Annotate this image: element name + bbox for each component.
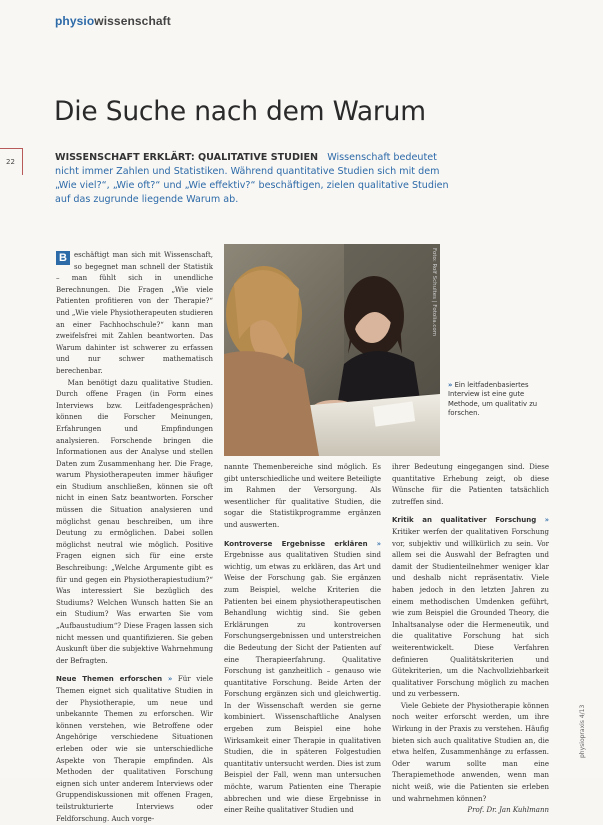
- lead-kicker: WISSENSCHAFT ERKLÄRT: QUALITATIVE STUDIEN: [55, 152, 319, 163]
- paragraph: [224, 462, 381, 532]
- subheading: Kritik an qualitativer Forschung: [392, 516, 537, 525]
- paragraph: [392, 514, 549, 701]
- paragraph: [56, 673, 213, 825]
- paragraph: [224, 538, 381, 817]
- section-header-physio: physio: [55, 14, 95, 28]
- paragraph-text: Ergebnisse aus qualitativen Studien sind wichtig, um etwas zu erklären, das Art und Weise der Forschung gab. Sie ergänzen zum Beispiel, welche Kriterien die Patienten bei einem physiotherapeutischen Behandlung wichtig sind. Sie geben Erklärungen zu kontroversen Forschungsergebnissen und unterstreichen die Bedeutung der Sicht der Patienten auf eine Therapieerfahrung. Qualitative Forschung ist ganzheitlich – genauso wie quantitative Forschung. Beide Arten der Forschung ergänzen sich und gleichwertig. In der Wissenschaft werden sie gerne kombiniert. Wissenschaftliche Analysen ergeben zum Beispiel eine hohe Wirksamkeit einer Therapie in qualitativen Studien, die in späteren Folgestudien quantitativ untersucht werden. Dies ist zum Beispiel der Fall, wenn man untersuchen möchte, warum Patienten eine Therapie abbrechen und wie diese Ergebnisse in einer Reihe qualitativer Studien und: [224, 551, 381, 815]
- drop-cap: B: [56, 251, 70, 265]
- paragraph-text: Man benötigt dazu qualitative Studien. Durch offene Fragen (in Form eines Interviews bzw. Leitfadengesprächen) können die Forscher Meinungen, Erfahrungen und Empfindungen analysieren. Forschende bringen die Informationen aus der Analyse und stellen Daten zum Zusammenhang her. Die Frage, warum Physiotherapeuten immer häufiger ein Studium anschließen, können sie oft nicht in einen Satz beantworten. Forscher müssen die Situation analysieren und möglichst genau beschreiben, um ihre Deutung zu ermöglichen. Dabei sollen möglichst neutral wie möglich. Positive Fragen eignen sich für eine erste Beschreibung: „Welche Argumente gibt es für und gegen ein Physiotherapiestudium?“ Was interessiert Sie bezüglich des Studiums? Welchen Wunsch hatten Sie an ein Studium? Was erwarten Sie vom „Aufbaustudium“? Diese Fragen lassen sich nicht messen und quantifizieren. Sie geben Auskunft über die subjektive Wahrnehmung der Befragten.: [56, 378, 213, 665]
- page-number: 22: [6, 158, 15, 166]
- author-signoff: Prof. Dr. Jan Kuhlmann: [467, 806, 549, 815]
- text-column-1: [56, 250, 213, 823]
- text-column-3: [392, 462, 549, 815]
- lead-text: Wissenschaft bedeutet nicht immer Zahlen und Statistiken. Während quantitative Studien sich mit dem „Wie viel?“, „Wie oft?“ und „Wie effektiv?“ beschäftigen, zielen qualitative Studien auf das zugrunde liegende Warum ab.: [55, 152, 449, 205]
- paragraph: [56, 250, 213, 378]
- section-header: [55, 14, 171, 28]
- caption-text: Ein leitfadenbasiertes Interview ist eine gute Methode, um qualitativ zu forschen.: [448, 381, 538, 418]
- caption-marker: »: [448, 381, 453, 389]
- paragraph-text: Viele Gebiete der Physiotherapie können noch weiter erforscht werden, um ihre Wirkung in der Praxis zu verstehen. Häufig bieten sich auch qualitative Studien an, die etwa helfen, Zusammenhänge zu erfassen. Oder warum sollte man eine Therapiemethode anwenden, wenn man nicht weiß, wie die Patienten sie erleben und wahrnehmen können?: [392, 701, 549, 803]
- photo-credit: Foto: Rolf Schultes | Fotolia.com: [431, 248, 437, 337]
- paragraph-text: ihrer Bedeutung eingegangen sind. Diese quantitative Erhebung zeigt, ob diese Wünsche für die Patienten tatsächlich zutreffen sind.: [392, 463, 549, 506]
- subheading-marker: »: [544, 515, 549, 525]
- article-title: Die Suche nach dem Warum: [54, 96, 426, 127]
- page-number-tab: [0, 148, 23, 175]
- footer-issue: physiopraxis 4/13: [579, 704, 586, 758]
- paragraph-text: Für viele Themen eignet sich qualitative Studien in der Physiotherapie, um neue und unbekannte Themen zu erforschen. Wir können verstehen, wie Betroffene oder Angehörige verschiedene Situationen erleben oder wie sie unterschiedliche Aspekte von Therapie empfinden. Als Methoden der qualitativen Forschung eignen sich unter anderem Interviews oder Gruppendiskussionen mit offenen Fragen, teilstrukturierte Interviews oder Feldforschung. Auch vorge-: [56, 675, 213, 823]
- article-photo: [224, 244, 440, 456]
- text-column-2: [224, 462, 381, 815]
- interview-photo-illustration: [224, 244, 440, 456]
- paragraph-text: nannte Themenbereiche sind möglich. Es gibt unterschiedliche und weitere Beteiligte im Rahmen der Versorgung. Als wesentlicher für qualitative Studien, die sogar die Statistikprogramme ergänzen und auswerten.: [224, 463, 381, 529]
- subheading: Kontroverse Ergebnisse erklären: [224, 539, 368, 548]
- photo-caption: [448, 381, 548, 419]
- paragraph: [56, 378, 213, 668]
- section-header-wissenschaft: wissenschaft: [94, 14, 171, 28]
- paragraph: [392, 462, 549, 508]
- subheading-marker: »: [167, 674, 173, 684]
- subheading-marker: »: [376, 538, 381, 548]
- paragraph-text: Kritiker werfen der qualitativen Forschung vor, subjektiv und willkürlich zu sein. Vor allem sei die Auswahl der Befragten und damit der Studienteilnehmer weniger klar und deshalb nicht repräsentativ. Viele haben jedoch in den letzten Jahren zu einem methodischen Umdenken geführt, wie zum Beispiel die Grounded Theory, die Inhaltsanalyse oder die Hermeneutik, und die qualitative Forschung hat sich weiterentwickelt. Diese Verfahren definieren Qualitätskriterien und Gütekriterien, um die Nachvollziehbarkeit qualitativer Forschung möglich zu machen und zu verbessern.: [392, 527, 549, 699]
- paragraph-text: eschäftigt man sich mit Wissenschaft, so begegnet man schnell der Statistik – man fühlt sich in unendliche Berechnungen. Die Fragen „Wie viele Patienten profitieren von der Therapie?“ und „Wie viele Physiotherapeuten studieren an einer Fachhochschule?“ kann man zweifelsfrei mit Zahlen beantworten. Das Warum dahinter ist schwerer zu erfassen und nur schwer mathematisch berechenbar.: [56, 251, 213, 375]
- paragraph: [392, 701, 549, 805]
- article-lead: [55, 151, 450, 207]
- subheading: Neue Themen erforschen: [56, 675, 163, 684]
